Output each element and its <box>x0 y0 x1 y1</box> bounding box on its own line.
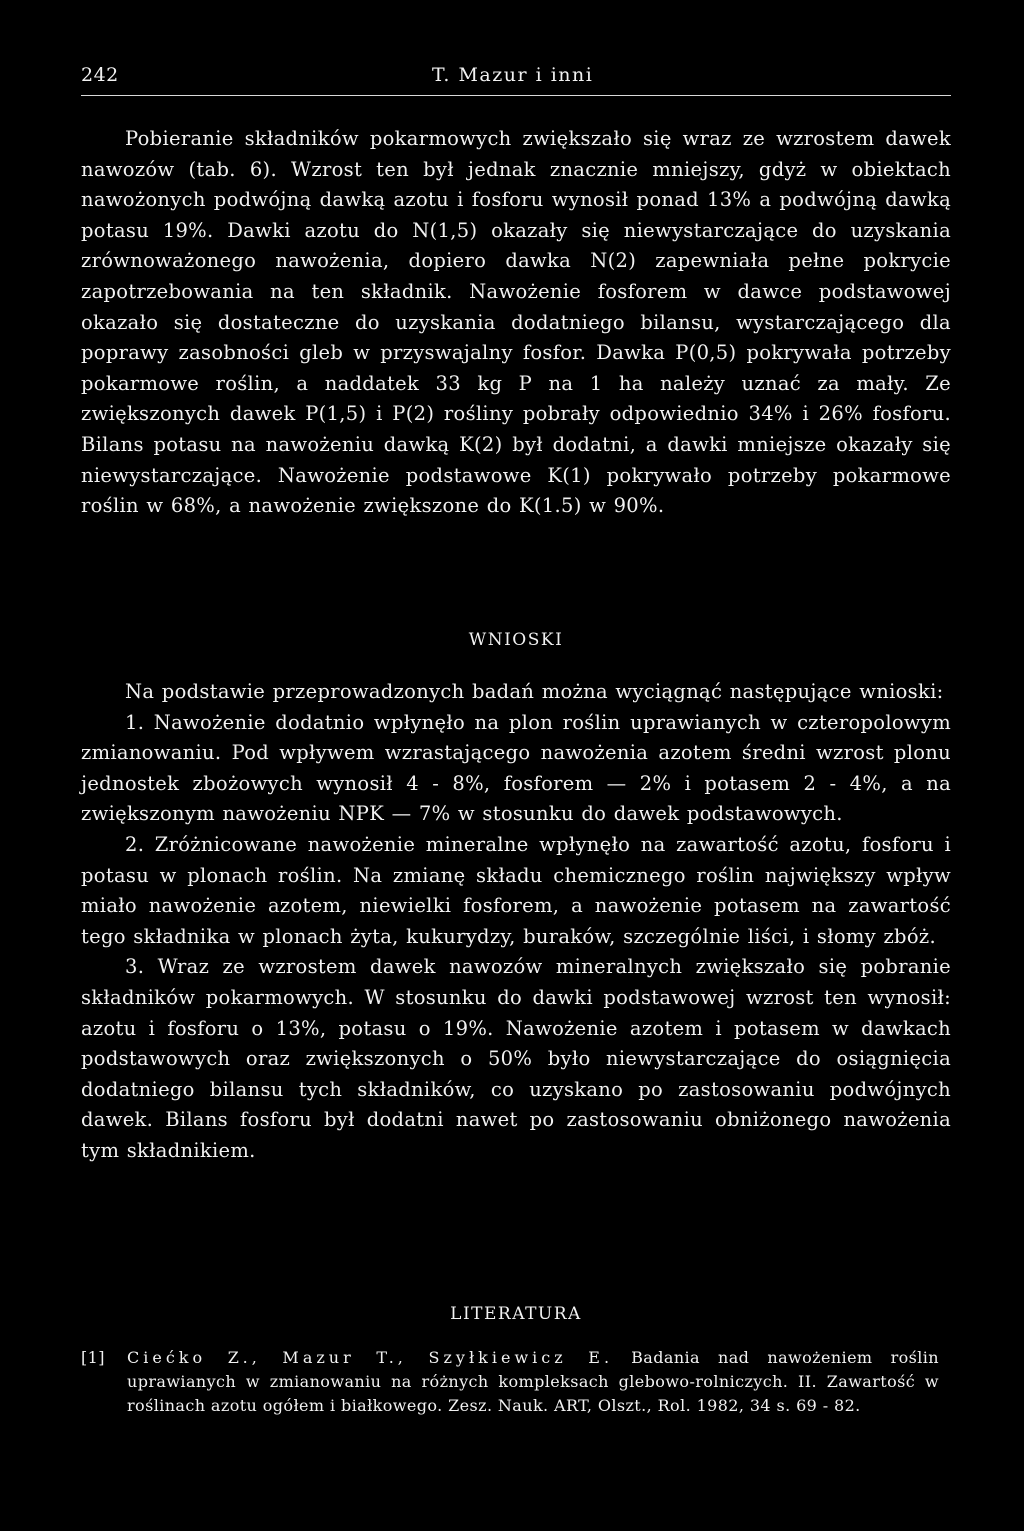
conclusions-section <box>81 677 951 1167</box>
reference-item <box>81 1346 939 1418</box>
conclusions-intro: Na podstawie przeprowadzonych badań można wyciągnąć następujące wnioski: <box>125 680 944 703</box>
conclusions-heading: WNIOSKI <box>468 630 564 650</box>
running-head <box>81 64 951 90</box>
reference-number: [1] <box>81 1348 105 1367</box>
header-rule <box>81 95 951 96</box>
references-list <box>81 1346 939 1418</box>
journal-page <box>81 0 951 1531</box>
conclusion-item-2: 2. Zróżnicowane nawożenie mineralne wpłynęło na zawartość azotu, fosforu i potasu w plonach roślin. Na zmianę składu chemicznego roślin największy wpływ miało nawożenie azotem, niewielki fosforem, a nawożenie potasem na zawartość tego składnika w plonach żyta, kukurydzy, buraków, szczególnie liści, i słomy zbóż. <box>81 832 951 948</box>
paragraph-1: Pobieranie składników pokarmowych zwiększało się wraz ze wzrostem dawek nawozów (tab. 6). Wzrost ten był jednak znacznie mniejszy, gdyż w obiektach nawożonych podwójną dawką azotu i fosforu wynosił ponad 13% a podwójną dawką potasu 19%. Dawki azotu do N(1,5) okazały się niewystarczające do uzyskania zrównoważonego nawożenia, dopiero dawka N(2) zapewniała pełne pokrycie zapotrzebowania na ten składnik. Nawożenie fosforem w dawce podstawowej okazało się dostateczne do uzyskania dodatniego bilansu, wystarczającego dla poprawy zasobności gleb w przyswajalny fosfor. Dawka P(0,5) pokrywała potrzeby pokarmowe roślin, a naddatek 33 kg P na 1 ha należy uznać za mały. Ze zwiększonych dawek P(1,5) i P(2) rośliny pobrały odpowiednio 34% i 26% fosforu. Bilans potasu na nawożeniu dawką K(2) był dodatni, a dawki mniejsze okazały się niewystarczające. Nawożenie podstawowe K(1) pokrywało potrzeby pokarmowe roślin w 68%, a nawożenie zwiększone do K(1.5) w 90%. <box>81 127 951 518</box>
reference-text: Badania nad nawożeniem roślin uprawianych w zmianowaniu na różnych kompleksach glebowo-rolniczych. II. Zawartość w roślinach azotu ogółem i białkowego. Zesz. Nauk. ART, Olszt., Rol. 1982, 34 s. 69 - 82. <box>127 1348 939 1415</box>
running-title: T. Mazur i inni <box>432 64 594 86</box>
body-text <box>81 124 951 522</box>
page-number: 242 <box>81 64 119 86</box>
conclusion-item-1: 1. Nawożenie dodatnio wpłynęło na plon roślin uprawianych w czteropolowym zmianowaniu. Pod wpływem wzrastającego nawożenia azotem średni wzrost plonu jednostek zbożowych wynosił 4 - 8%, fosforem — 2% i potasem 2 - 4%, a na zwiększonym nawożeniu NPK — 7% w stosunku do dawek podstawowych. <box>81 710 951 826</box>
reference-authors: Ciećko Z., Mazur T., Szyłkiewicz E. <box>127 1348 614 1367</box>
references-heading: LITERATURA <box>450 1304 582 1324</box>
conclusion-item-3: 3. Wraz ze wzrostem dawek nawozów mineralnych zwiększało się pobranie składników pokarmowych. W stosunku do dawki podstawowej wzrost ten wynosił: azotu i fosforu o 13%, potasu o 19%. Nawożenie azotem i potasem w dawkach podstawowych oraz zwiększonych o 50% było niewystarczające do osiągnięcia dodatniego bilansu tych składników, co uzyskano po zastosowaniu podwójnych dawek. Bilans fosforu był dodatni nawet po zastosowaniu obniżonego nawożenia tym składnikiem. <box>81 955 951 1162</box>
